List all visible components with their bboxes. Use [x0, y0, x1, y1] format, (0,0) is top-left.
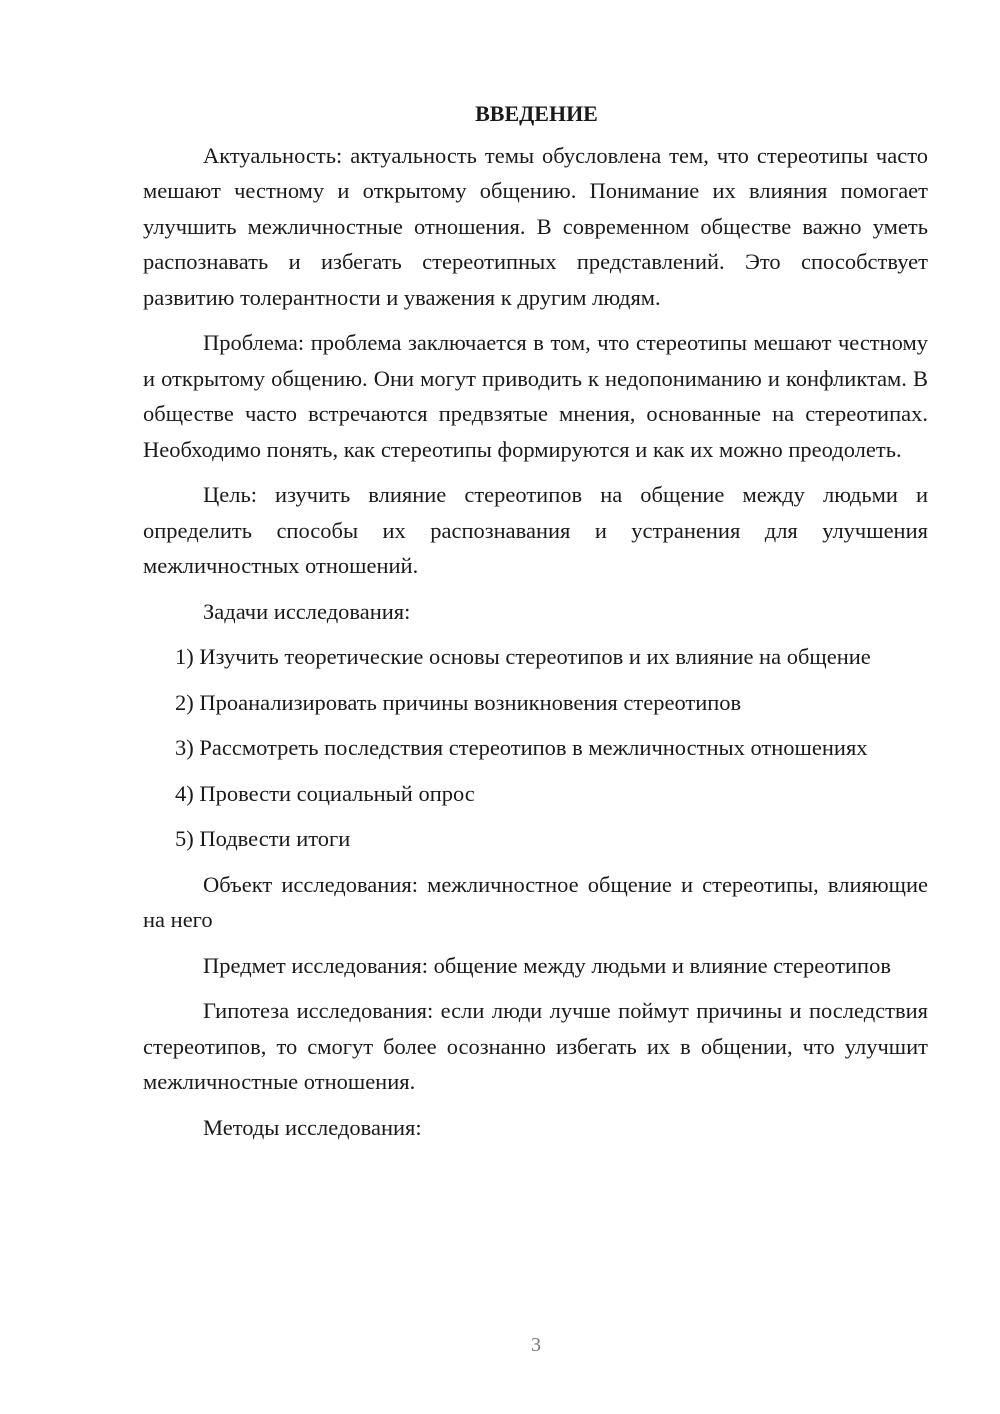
task-item-4: 4) Провести социальный опрос	[175, 780, 475, 806]
relevance-paragraph: Актуальность: актуальность темы обусловлена тем, что стереотипы часто мешают честному и открытому общению. Понимание их влияния помогает улучшить межличностные отношения. В современном обществе важно уметь распознавать и избегать стереотипных представлений. Это способствует развитию толерантности и уважения к другим людям.	[143, 142, 928, 310]
goal-paragraph: Цель: изучить влияние стереотипов на общение между людьми и определить способы их распознавания и устранения для улучшения межличностных отношений.	[143, 482, 928, 578]
task-item-1: 1) Изучить теоретические основы стереотипов и их влияние на общение	[175, 644, 871, 669]
subject-paragraph: Предмет исследования: общение между людьми и влияние стереотипов	[203, 952, 891, 978]
task-item-5: 5) Подвести итоги	[175, 826, 351, 851]
object-paragraph: Объект исследования: межличностное общение и стереотипы, влияющие на него	[143, 871, 928, 932]
page-number: 3	[531, 1334, 541, 1356]
task-item-2: 2) Проанализировать причины возникновения стереотипов	[175, 689, 742, 715]
methods-heading: Методы исследования:	[203, 1114, 422, 1140]
task-item-3: 3) Рассмотреть последствия стереотипов в межличностных отношениях	[175, 735, 868, 760]
tasks-heading: Задачи исследования:	[203, 598, 411, 624]
hypothesis-paragraph: Гипотеза исследования: если люди лучше поймут причины и последствия стереотипов, то смогут более осознанно избегать их в общении, что улучшит межличностные отношения.	[143, 998, 928, 1094]
problem-paragraph: Проблема: проблема заключается в том, что стереотипы мешают честному и открытому общению. Они могут приводить к недопониманию и конфликтам. В обществе часто встречаются предвзятые мнения, основанные на стереотипах. Необходимо понять, как стереотипы формируются и как их можно преодолеть.	[143, 330, 928, 462]
document-body	[143, 96, 928, 1155]
section-title: ВВЕДЕНИЕ	[475, 101, 598, 126]
